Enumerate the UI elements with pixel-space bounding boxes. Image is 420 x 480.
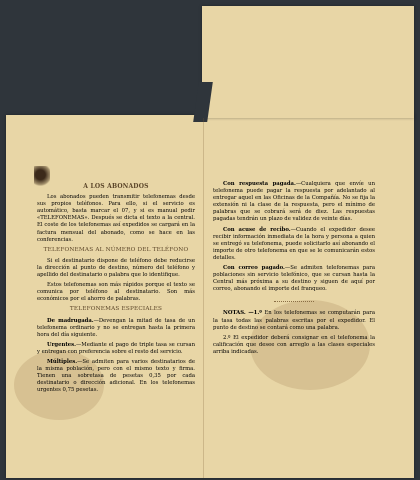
multiples-lead: Múltiples.: [47, 358, 78, 365]
acuse-lead: Con acuse de recibo.: [223, 226, 291, 233]
paragraph-intro: Los abonados pueden transmitir telefonemas desde sus propios teléfonos. Para ello, si el servicio es automático, basta marcar el 07, y si es manual pedir «TELEFONEMAS». Después se dicta el texto a la central. El coste de los telefonemas así expedidos se cargará en la factura mensual del abonado, como se hace en las conferencias.: [37, 194, 195, 243]
right-column: [213, 181, 375, 359]
paragraph-respuesta: [213, 181, 375, 224]
madrugada-text: —Devengan la mitad de tasa de un telefonema ordinario y no se entregan hasta la primera hora del día siguiente.: [37, 317, 195, 338]
paragraph-acuse: [213, 227, 375, 262]
document-flap: [202, 6, 414, 118]
left-column: [37, 181, 195, 397]
respuesta-text: —Cualquiera que envíe un telefonema puede pagar la respuesta por adelantado al entregar aquel en las Oficinas de la Compañía. No se fija la extensión ni la clase de la respuesta, pero el mínimo de palabras que se cobrará será de diez. Las respuestas pagadas tendrán un plazo de validez de veinte días.: [213, 181, 375, 223]
urgentes-text: —Mediante el pago de triple tasa se cursan y entregan con preferencia sobre el resto del servicio.: [37, 341, 195, 355]
fold-crease: [203, 118, 204, 478]
notas-2-text: El expedidor deberá consignar en el telefonema la calificación que desee con arreglo a las clases especiales arriba indicadas.: [213, 334, 376, 355]
paragraph-madrugada: [37, 318, 195, 339]
paragraph-numero-1: Si el destinatario dispone de teléfono debe reducirse la dirección al punto de destino, número del teléfono y apellido del destinatario o palabra que lo identifique.: [37, 257, 195, 279]
heading-numero-telefono: TELEFONEMAS AL NÚMERO DEL TELÉFONO: [43, 246, 189, 253]
acuse-text: —Cuando el expedidor desee recibir información inmediata de la hora y persona a quien se entregó su telefonema, puede solicitarlo así abonando el importe de otro telefonema en que se le comunicarán estos detalles.: [213, 226, 375, 261]
pagado-text: —Se admiten telefonemas para poblaciones sin servicio telefónico, que se cursan hasta la Central más próxima a su destino y siguen de aquí por correo, abonando el importe del franqueo.: [213, 265, 375, 293]
paragraph-correo-pagado: [213, 265, 375, 293]
heading-abonados: A LOS ABONADOS: [83, 183, 149, 190]
paragraph-multiples: [37, 359, 195, 394]
dotted-divider: [274, 301, 314, 302]
paragraph-notas-1: [213, 310, 375, 331]
notas-2-lead: 2.º: [223, 334, 231, 341]
pagado-lead: Con correo pagado.: [223, 265, 285, 272]
madrugada-lead: De madrugada.: [47, 317, 94, 324]
paragraph-urgentes: [37, 342, 195, 356]
multiples-text: —Se admiten para varios destinatarios de la misma población, pero con el mismo texto y firma. Tienen una sobretasa de pesetas 0,35 por cada destinatario o dirección adicional. En los telefonemas urgentes 0,75 pesetas.: [37, 358, 195, 394]
notas-title: NOTAS. —1.º: [223, 310, 262, 317]
paragraph-notas-2: [213, 335, 375, 356]
paragraph-numero-2: Estos telefonemas son más rápidos porque el texto se comunica por teléfono al destinatario. Son más económicos por el ahorro de palabras.: [37, 282, 195, 303]
urgentes-lead: Urgentes.: [47, 341, 76, 348]
respuesta-lead: Con respuesta pagada.: [223, 181, 296, 187]
notas-1-text: En los telefonemas se computarán para la tasa todas las palabras escritas por el expedidor. El punto de destino se contará como una palabra.: [213, 310, 375, 331]
heading-especiales: TELEFONEMAS ESPECIALES: [69, 306, 163, 313]
